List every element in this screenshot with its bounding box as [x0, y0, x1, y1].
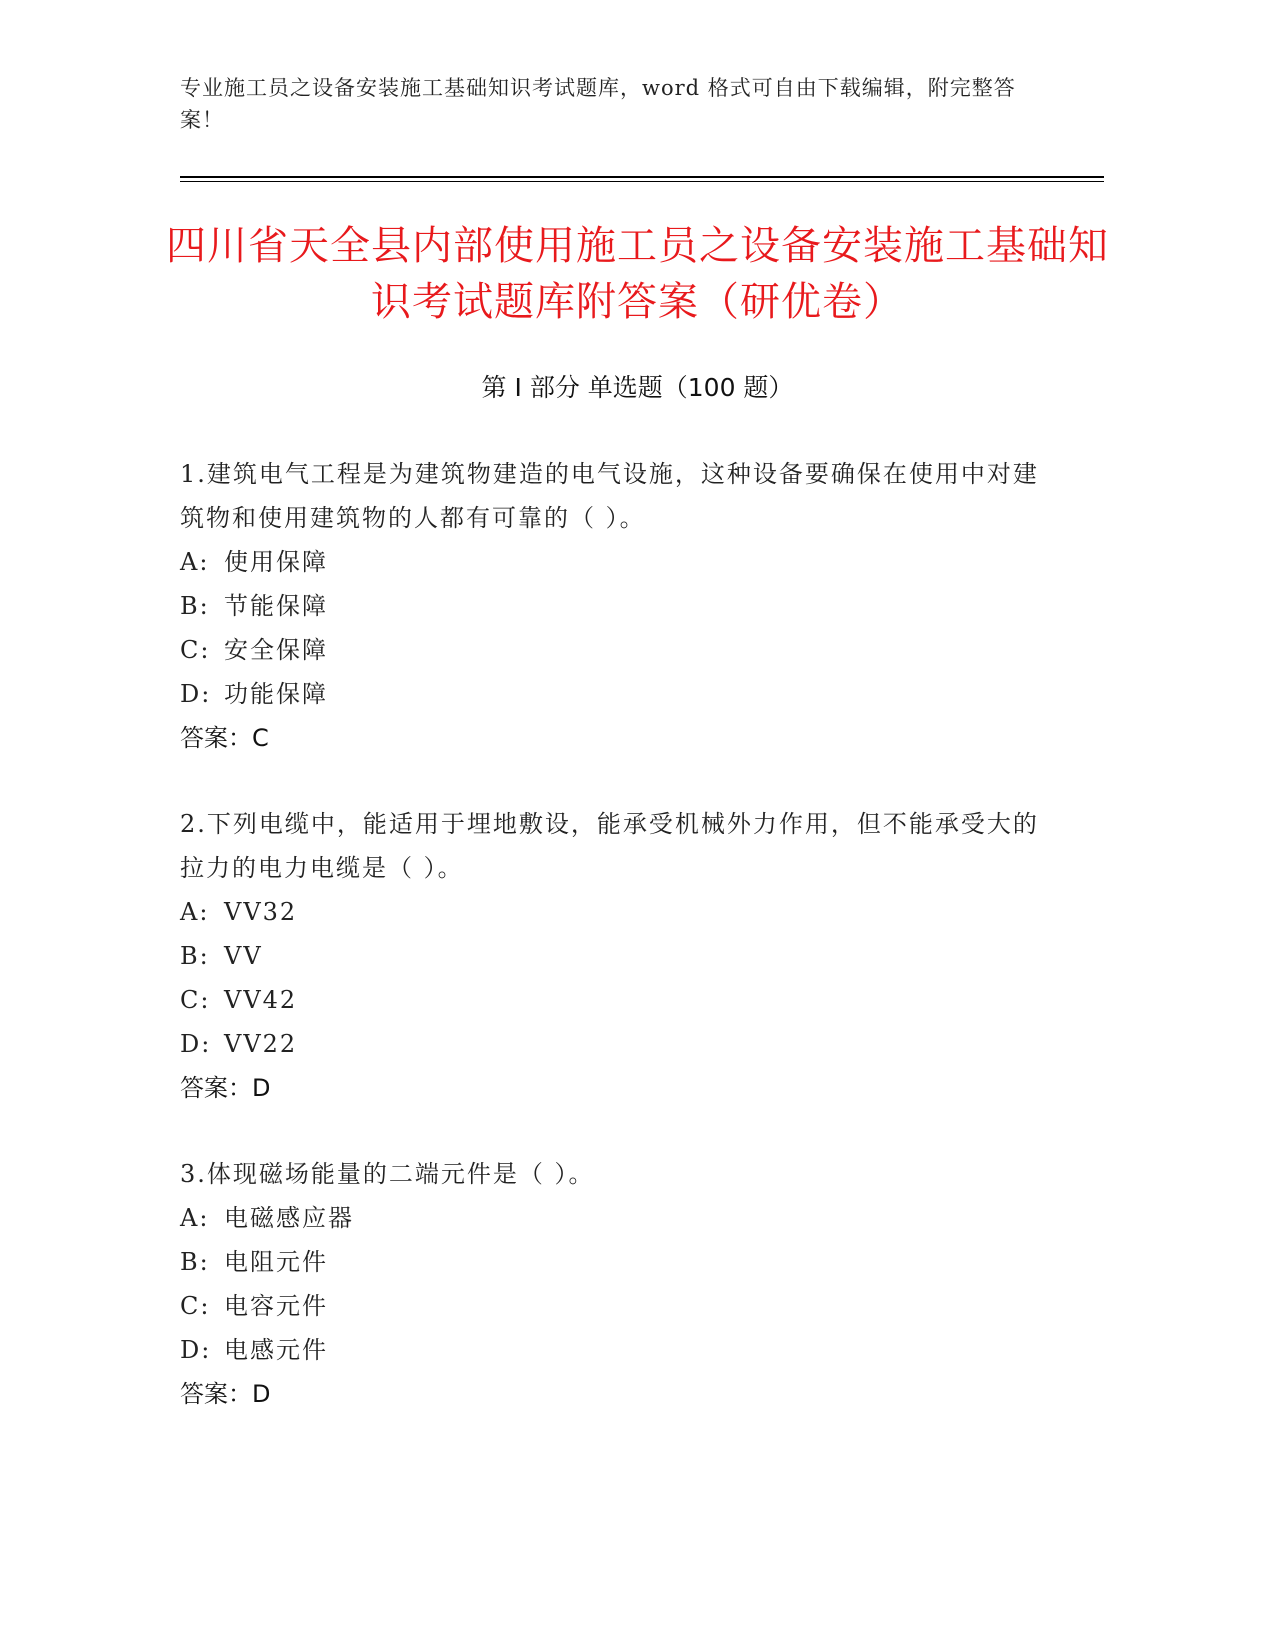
option-b — [180, 584, 1040, 628]
option-key: B: — [180, 1248, 210, 1276]
option-key: D: — [180, 680, 212, 708]
option-text: VV — [224, 942, 263, 970]
option-text: 电磁感应器 — [224, 1204, 354, 1232]
option-d — [180, 1328, 1040, 1372]
header-divider-thick — [180, 176, 1104, 178]
option-d — [180, 1022, 1040, 1066]
question-3 — [180, 1152, 1040, 1416]
question-stem: 3.体现磁场能量的二端元件是（ ）。 — [180, 1160, 595, 1188]
option-text: 使用保障 — [224, 548, 328, 576]
option-text: VV32 — [224, 898, 298, 926]
question-1 — [180, 452, 1040, 760]
option-text: VV22 — [224, 1030, 298, 1058]
option-c — [180, 1284, 1040, 1328]
question-list — [180, 452, 1040, 1458]
option-key: A: — [180, 548, 210, 576]
option-c — [180, 628, 1040, 672]
question-2 — [180, 802, 1040, 1110]
option-text: 电感元件 — [224, 1336, 328, 1364]
option-key: B: — [180, 592, 210, 620]
option-text: 电容元件 — [224, 1292, 328, 1320]
question-answer: 答案：D — [180, 1074, 271, 1102]
question-stem: 2.下列电缆中，能适用于埋地敷设，能承受机械外力作用，但不能承受大的拉力的电力电缆是（ ）。 — [180, 810, 1039, 882]
option-a — [180, 890, 1040, 934]
option-text: 功能保障 — [224, 680, 328, 708]
option-d — [180, 672, 1040, 716]
option-a — [180, 1196, 1040, 1240]
header-note: 专业施工员之设备安装施工基础知识考试题库，word 格式可自由下载编辑，附完整答案！ — [180, 76, 1016, 132]
section-title: 第 I 部分 单选题（100 题） — [481, 373, 794, 402]
option-c — [180, 978, 1040, 1022]
document-title: 四川省天全县内部使用施工员之设备安装施工基础知识考试题库附答案（研优卷） — [166, 223, 1109, 325]
option-text: VV42 — [224, 986, 298, 1014]
option-a — [180, 540, 1040, 584]
option-text: 电阻元件 — [224, 1248, 328, 1276]
option-key: A: — [180, 1204, 210, 1232]
question-answer: 答案：D — [180, 1380, 271, 1408]
option-b — [180, 1240, 1040, 1284]
option-b — [180, 934, 1040, 978]
option-key: C: — [180, 636, 211, 664]
option-key: A: — [180, 898, 210, 926]
option-text: 安全保障 — [224, 636, 328, 664]
question-stem: 1.建筑电气工程是为建筑物建造的电气设施，这种设备要确保在使用中对建筑物和使用建筑物的人都有可靠的（ ）。 — [180, 460, 1039, 532]
option-key: C: — [180, 986, 211, 1014]
question-answer: 答案：C — [180, 724, 269, 752]
option-key: D: — [180, 1336, 212, 1364]
option-text: 节能保障 — [224, 592, 328, 620]
header-divider-thin — [180, 181, 1104, 182]
option-key: B: — [180, 942, 210, 970]
option-key: D: — [180, 1030, 212, 1058]
option-key: C: — [180, 1292, 211, 1320]
